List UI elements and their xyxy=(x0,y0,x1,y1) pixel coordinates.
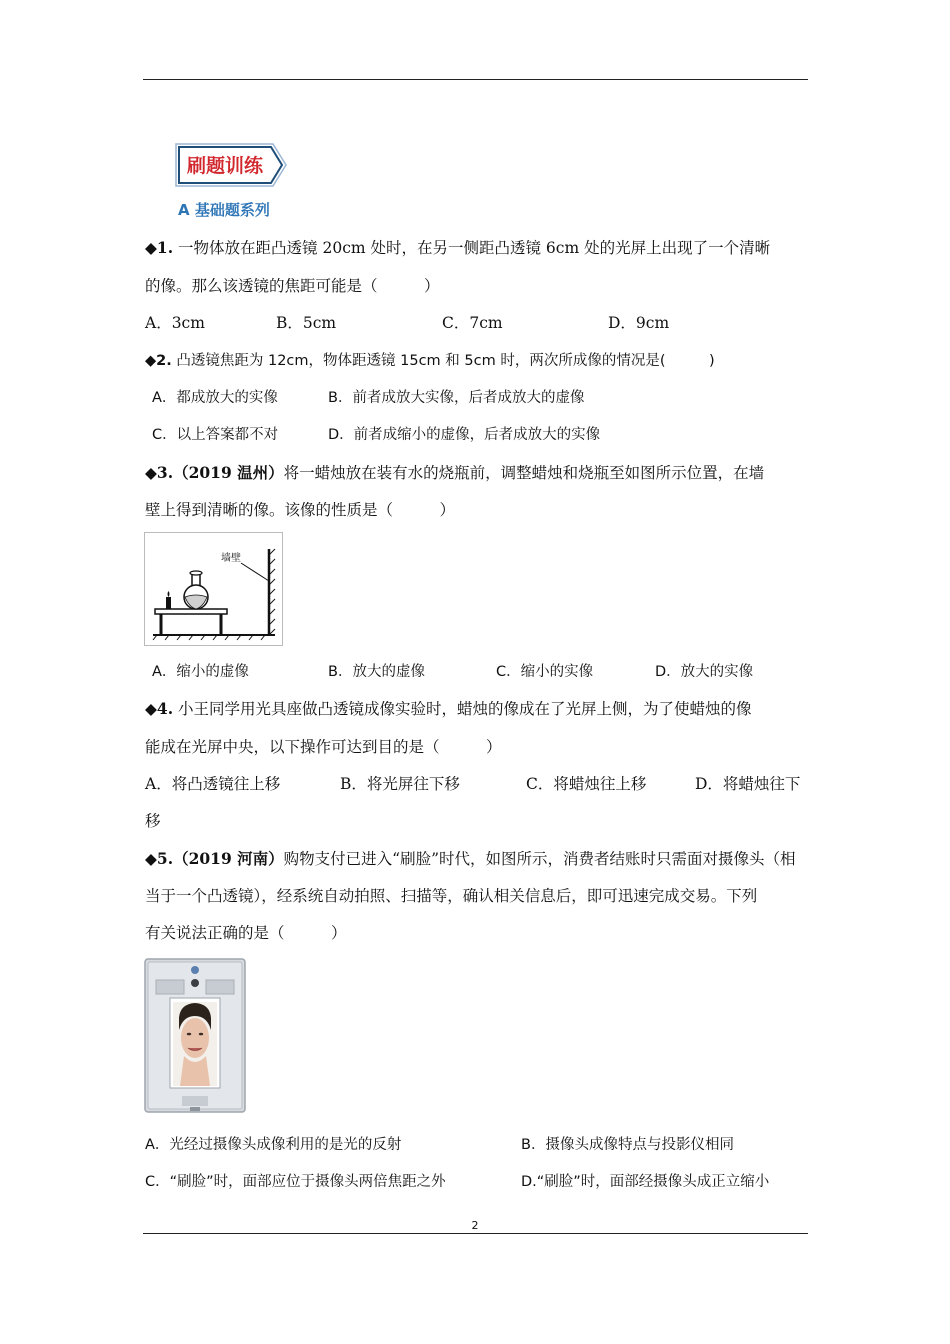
question-5-marker: ◆5. xyxy=(145,849,174,868)
question-2-option-b[interactable]: B．前者成放大实像，后者成放大的虚像 xyxy=(328,390,585,406)
header-rule xyxy=(143,79,808,80)
question-4-line-1 xyxy=(145,699,752,719)
section-title: A 基础题系列 xyxy=(178,201,270,219)
question-5-line-2: 当于一个凸透镜），经系统自动拍照、扫描等，确认相关信息后，即可迅速完成交易。下列 xyxy=(145,887,758,905)
question-5-option-a[interactable]: A．光经过摄像头成像利用的是光的反射 xyxy=(145,1137,402,1153)
question-2-line-1 xyxy=(145,351,715,371)
question-1-line-2: 的像。那么该透镜的焦距可能是（ ） xyxy=(145,277,440,295)
question-5-source: （2019 河南） xyxy=(173,849,284,868)
practice-badge xyxy=(175,143,287,187)
question-5-option-b[interactable]: B．摄像头成像特点与投影仪相同 xyxy=(521,1137,734,1153)
question-2-text: 凸透镜焦距为 12cm，物体距透镜 15cm 和 5cm 时，两次所成像的情况是( ) xyxy=(176,353,715,369)
question-3-option-b[interactable]: B．放大的虚像 xyxy=(328,664,425,680)
page-number: 2 xyxy=(471,1219,479,1232)
question-1-marker: ◆1. xyxy=(145,238,174,257)
footer-rule xyxy=(143,1233,808,1234)
question-3-option-c[interactable]: C．缩小的实像 xyxy=(496,664,594,680)
question-5-line-1 xyxy=(145,849,796,869)
question-5-text: 购物支付已进入“刷脸”时代，如图所示，消费者结账时只需面对摄像头（相 xyxy=(283,850,796,868)
question-4-marker: ◆4. xyxy=(145,699,174,718)
candle-flask-wall-figure xyxy=(144,532,283,646)
question-4-option-d-wrap: 移 xyxy=(145,812,161,830)
question-3-source: （2019 温州） xyxy=(173,463,284,482)
question-4-option-a[interactable]: A．将凸透镜往上移 xyxy=(145,775,281,793)
question-1-line-1 xyxy=(145,238,770,258)
question-2-option-d[interactable]: D．前者成缩小的虚像，后者成放大的实像 xyxy=(328,427,601,443)
question-4-line-2: 能成在光屏中央，以下操作可达到目的是（ ） xyxy=(145,738,502,756)
badge-text: 刷题训练 xyxy=(186,155,264,177)
question-2-option-c[interactable]: C．以上答案都不对 xyxy=(152,427,279,443)
question-1-option-d[interactable]: D．9cm xyxy=(608,314,670,332)
question-2-option-a[interactable]: A．都成放大的实像 xyxy=(152,390,278,406)
question-1-option-b[interactable]: B．5cm xyxy=(276,314,337,332)
face-payment-terminal-figure xyxy=(144,958,246,1113)
question-1-text: 一物体放在距凸透镜 20cm 处时，在另一侧距凸透镜 6cm 处的光屏上出现了一个清晰 xyxy=(178,239,771,257)
question-4-option-c[interactable]: C．将蜡烛往上移 xyxy=(526,775,647,793)
question-4-text: 小王同学用光具座做凸透镜成像实验时，蜡烛的像成在了光屏上侧，为了使蜡烛的像 xyxy=(178,700,752,718)
question-1-option-a[interactable]: A．3cm xyxy=(145,314,205,332)
question-3-line-2: 壁上得到清晰的像。该像的性质是（ ） xyxy=(145,501,456,519)
question-3-marker: ◆3. xyxy=(145,463,174,482)
question-5-option-c[interactable]: C．“刷脸”时，面部应位于摄像头两倍焦距之外 xyxy=(145,1174,446,1190)
question-5-line-3: 有关说法正确的是（ ） xyxy=(145,924,347,942)
wall-label: 墙壁 xyxy=(221,553,241,564)
question-4-option-b[interactable]: B．将光屏往下移 xyxy=(340,775,460,793)
question-1-option-c[interactable]: C．7cm xyxy=(442,314,503,332)
question-3-line-1 xyxy=(145,463,764,483)
question-2-marker: ◆2. xyxy=(145,353,172,369)
question-3-option-a[interactable]: A．缩小的虚像 xyxy=(152,664,249,680)
question-4-option-d[interactable]: D．将蜡烛往下 xyxy=(695,775,801,793)
question-3-option-d[interactable]: D．放大的实像 xyxy=(655,664,754,680)
question-3-text: 将一蜡烛放在装有水的烧瓶前，调整蜡烛和烧瓶至如图所示位置，在墙 xyxy=(283,464,765,482)
question-5-option-d[interactable]: D.“刷脸”时，面部经摄像头成正立缩小 xyxy=(521,1174,770,1190)
